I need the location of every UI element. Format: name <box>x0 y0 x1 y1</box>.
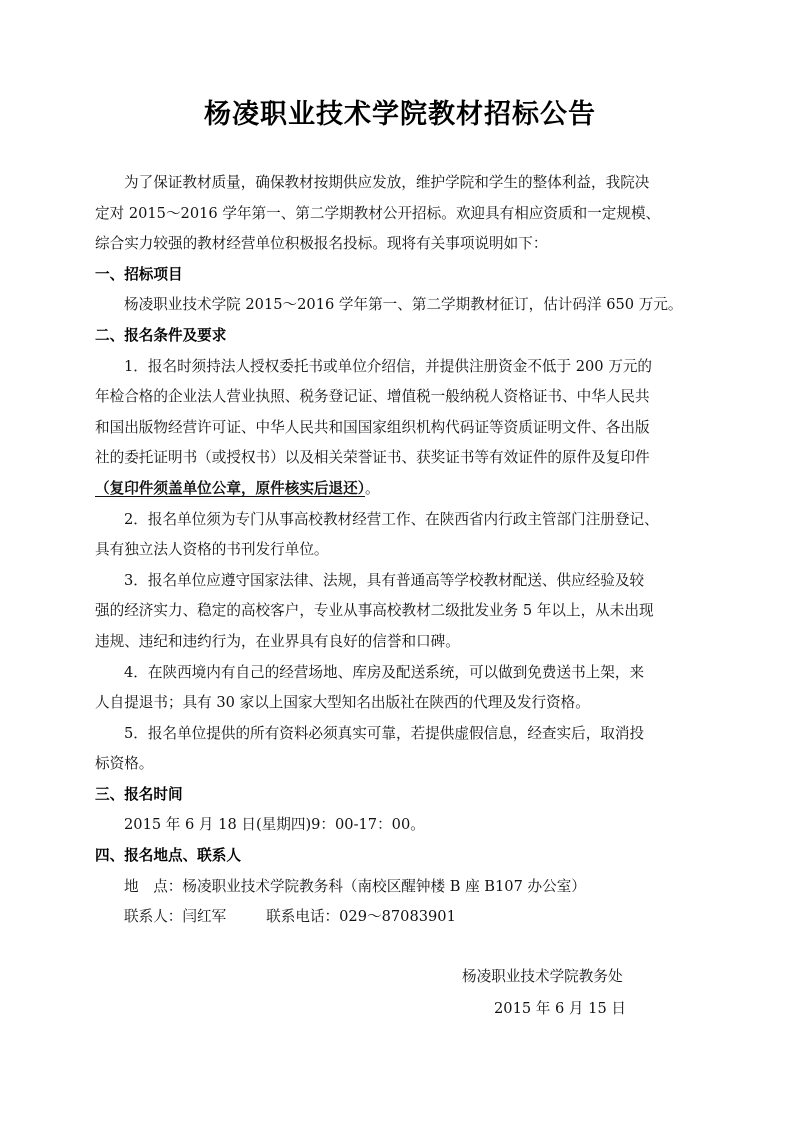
requirement-5-line: 标资格。 <box>95 755 154 773</box>
section-heading-requirements: 二、报名条件及要求 <box>95 326 227 344</box>
document-title: 杨凌职业技术学院教材招标公告 <box>204 99 596 130</box>
intro-line: 为了保证教材质量，确保教材按期供应发放，维护学院和学生的整体利益，我院决 <box>124 174 650 191</box>
bidding-project-text: 杨凌职业技术学院 2015～2016 学年第一、第二学期教材征订，估计码洋 650 万元。 <box>124 296 683 314</box>
requirement-1-end: 。 <box>364 479 380 497</box>
contact-line <box>95 902 705 933</box>
requirement-1-line: 和国出版物经营许可证、中华人民共和国国家组织机构代码证等资质证明文件、各出版 <box>95 418 650 436</box>
requirement-4-line: 人自提退书；具有 30 家以上国家大型知名出版社在陕西的代理及发行资格。 <box>95 694 590 712</box>
document-body <box>95 168 705 933</box>
requirement-1-note-line <box>95 474 705 505</box>
requirement-2-line: 2．报名单位须为专门从事高校教材经营工作、在陕西省内行政主管部门注册登记、 <box>124 510 659 528</box>
requirement-3-line: 强的经济实力、稳定的高校客户，专业从事高校教材二级批发业务 5 年以上，从未出现 <box>95 602 654 620</box>
signature-date: 2015 年 6 月 15 日 <box>494 1000 626 1017</box>
registration-time-text: 2015 年 6 月 18 日(星期四)9：00-17：00。 <box>124 816 425 834</box>
section-heading-location-contact: 四、报名地点、联系人 <box>95 847 241 865</box>
intro-line: 定对 2015～2016 学年第一、第二学期教材公开招标。欢迎具有相应资质和一定规模、 <box>95 204 661 222</box>
signature-org: 杨凌职业技术学院教务处 <box>462 968 623 985</box>
requirement-3-line: 违规、违纪和违约行为，在业界具有良好的信誉和口碑。 <box>95 632 460 650</box>
requirement-1-line: 社的委托证明书（或授权书）以及相关荣誉证书、获奖证书等有效证件的原件及复印件 <box>95 449 650 467</box>
requirement-2-line: 具有独立法人资格的书刊发行单位。 <box>95 541 329 559</box>
requirement-1-line: 1．报名时须持法人授权委托书或单位介绍信，并提供注册资金不低于 200 万元的 <box>124 357 653 375</box>
requirement-1-line: 年检合格的企业法人营业执照、税务登记证、增值税一般纳税人资格证书、中华人民共 <box>95 388 650 406</box>
requirement-1-note: （复印件须盖单位公章，原件核实后退还） <box>95 479 365 497</box>
section-heading-registration-time: 三、报名时间 <box>95 785 183 803</box>
contact-person: 联系人：闫红军 <box>124 908 227 926</box>
intro-line: 综合实力较强的教材经营单位积极报名投标。现将有关事项说明如下： <box>95 235 548 253</box>
requirement-5-line: 5．报名单位提供的所有资料必须真实可靠，若提供虚假信息，经查实后，取消投 <box>124 724 645 742</box>
requirement-3-line: 3．报名单位应遵守国家法律、法规，具有普通高等学校教材配送、供应经验及较 <box>124 571 645 589</box>
contact-phone: 联系电话：029～87083901 <box>266 908 456 926</box>
requirement-4-line: 4．在陕西境内有自己的经营场地、库房及配送系统，可以做到免费送书上架，来 <box>124 663 645 681</box>
registration-address: 地 点：杨凌职业技术学院教务科（南校区醒钟楼 B 座 B107 办公室） <box>124 877 586 895</box>
section-heading-bidding-project: 一、招标项目 <box>95 265 183 283</box>
